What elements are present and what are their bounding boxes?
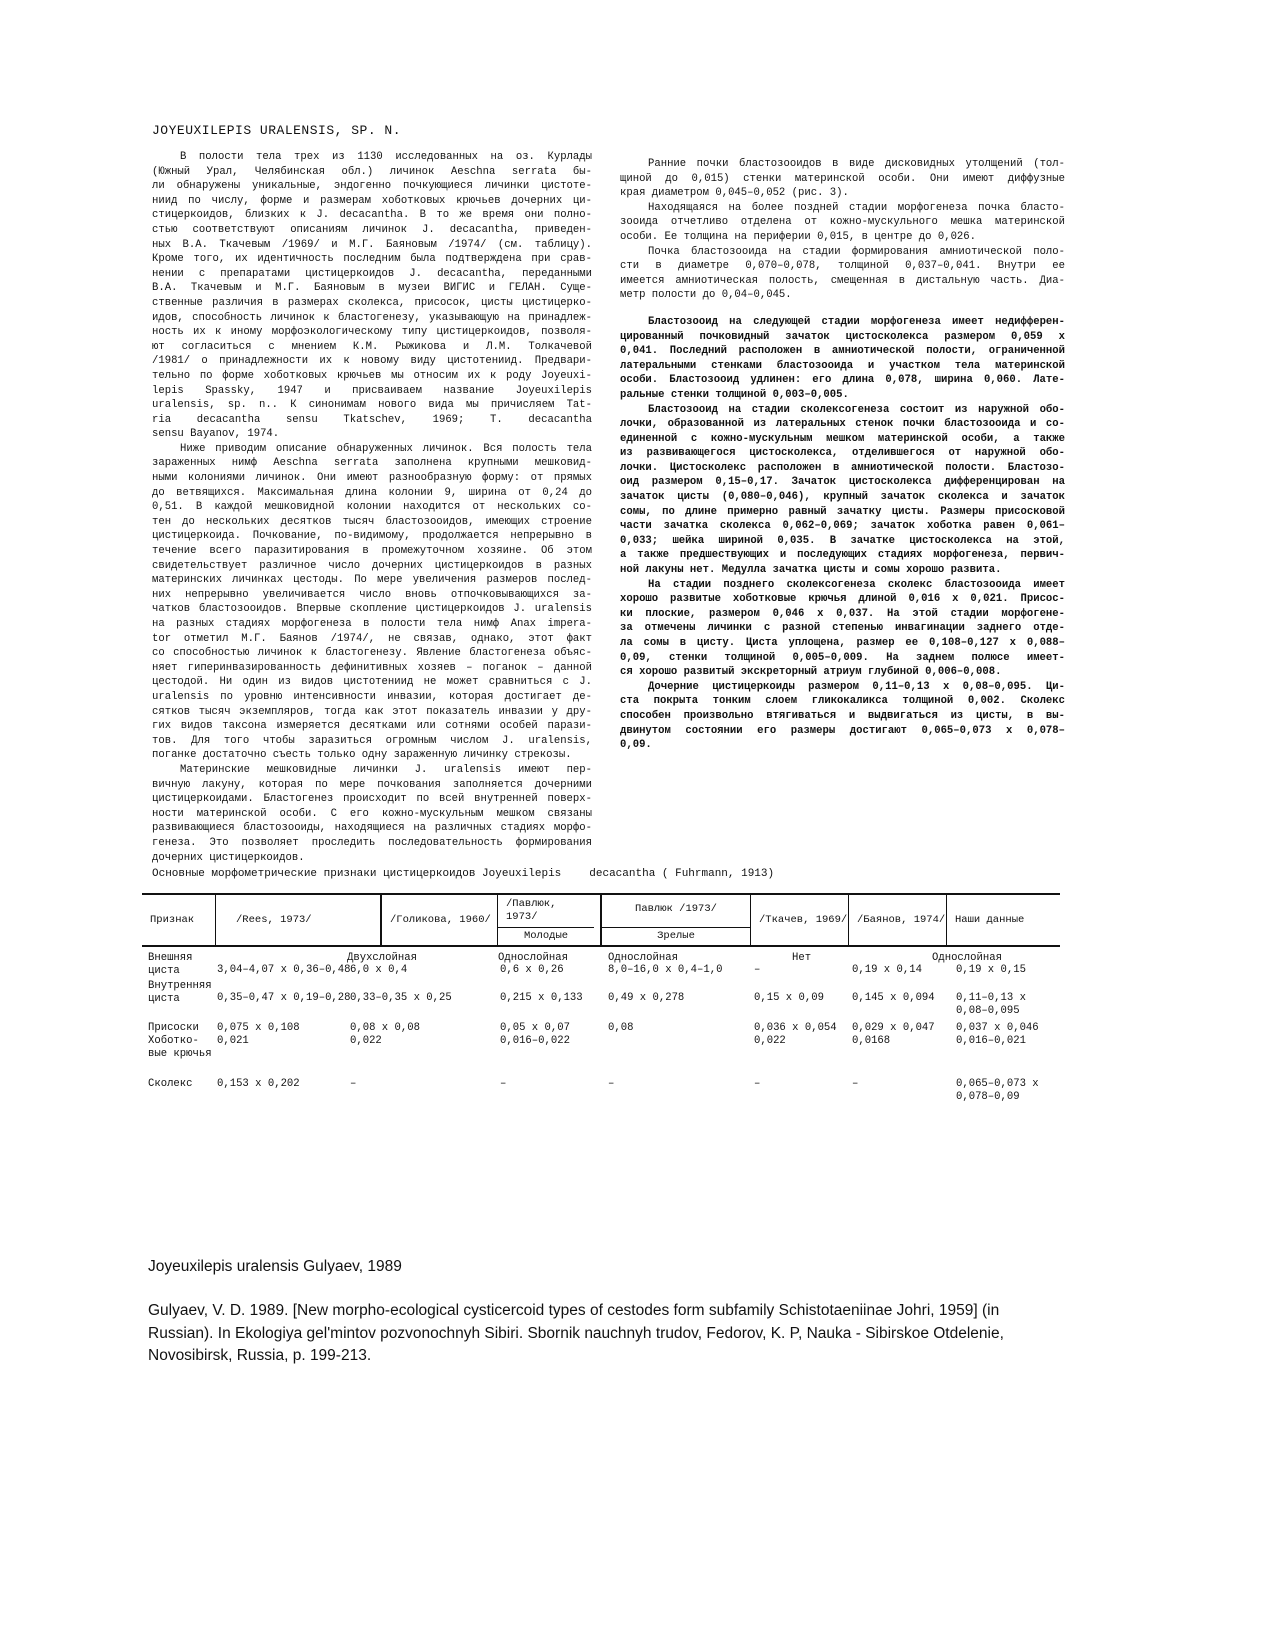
table-caption [152, 868, 774, 880]
text-line: метр полости до 0,04–0,045. [620, 289, 792, 302]
text-line: В полости тела трех из 1130 исследованных на оз. Курлады [180, 151, 592, 163]
text-line: течение всего паразитирования в промежуточном хозяине. Об этом [152, 545, 592, 558]
species-citation: Joyeuxilepis uralensis Gulyaev, 1989 [148, 1258, 402, 1275]
table-cell: 0,6 x 0,26 [500, 964, 564, 976]
text-line: них непрерывно увеличивается число вновь отпочковывающихся за- [152, 588, 592, 601]
text-line: ria decacantha sensu Tkatschev, 1969; T. decacantha [152, 413, 592, 426]
table-caption-part1: Основные морфометрические признаки цистицеркоидов Joyeuxilepis [152, 868, 562, 880]
text-line: единенной с кожно-мускульным мешком материнской особи, а также [620, 432, 1065, 445]
table-cell: 0,0168 [852, 1035, 891, 1047]
text-line: 0,09, стенки толщиной 0,005–0,009. На заднем полюсе имеет- [620, 651, 1065, 664]
table-cell: 0,08 x 0,08 [350, 1022, 420, 1034]
table-cell: – [350, 1078, 357, 1090]
text-line: имеется амниотическая полость, смещенная в дистальную часть. Диа- [620, 274, 1065, 287]
bibliographic-reference: Gulyaev, V. D. 1989. [New morpho-ecological cysticercoid types of cestodes form subfamily Schistotaeniinae Johri, 1959] (in Russian). In Ekologiya gel'mintov pozvonochnyh Sibiri. Sbornik nauchnyh trudov, Fedorov, K. P, Nauka - Sibirskoe Otdelenie, Novosibirsk, Russia, p. 199-213. [148, 1302, 1004, 1364]
text-line: ниид по числу, форме и размерам хоботковых крючьев дочерних ци- [152, 194, 592, 207]
text-line: оид размером 0,15–0,17. Зачаток цистосколекса дифференцирован на [620, 476, 1065, 489]
text-line: 0,041. Последний расположен в амниотической полости, ограниченной [620, 345, 1065, 358]
text-line: тен до нескольких десятков тысяч бластозооидов, имеющих строение [152, 515, 592, 528]
table-cell: – [754, 964, 761, 976]
text-line: зооида отчетливо отделена от кожно-мускульного мешка материнской [620, 216, 1065, 229]
header-rees: /Rees, 1973/ [215, 895, 380, 945]
table-cell: 0,029 x 0,047 [852, 1022, 935, 1034]
table-cell: 3,04–4,07 x 0,36–0,48 [217, 964, 351, 976]
row-label: Сколекс [148, 1078, 193, 1090]
text-line: 0,09. [620, 739, 652, 752]
text-line: на разных стадиях морфогенеза в полости тела нимф Anax impera- [152, 618, 592, 630]
paragraph [620, 578, 1065, 680]
table-cell: 0,15 x 0,09 [754, 992, 824, 1004]
text-line: ся хорошо развитый экскреторный атриум глубиной 0,006–0,008. [620, 666, 1002, 679]
subheader-young: Молодые [497, 927, 594, 945]
text-line: до ветвящихся. Максимальная длина колонии 9, ширина от 0,24 до [152, 486, 592, 499]
table-cell: 0,05 x 0,07 [500, 1022, 570, 1034]
text-line: цистицеркоидами. Бластогенез происходит по всей внутренней поверх- [152, 793, 592, 806]
paragraph [620, 201, 1065, 245]
text-line: способен произвольно втягиваться и выдвигаться из цисты, в вы- [620, 709, 1065, 722]
text-line: Ранние почки бластозооидов в виде дисковидных утолщений (тол- [648, 158, 1065, 170]
table-cell: 0,145 x 0,094 [852, 992, 935, 1004]
text-line: няет гиперинвазированность дефинитивных хозяев – поганок – данной [152, 661, 592, 674]
table-header [142, 893, 1060, 947]
table-cell: 8,0–16,0 x 0,4–1,0 [608, 964, 723, 976]
text-line: tor отметил М.Г. Баянов /1974/, не связав, однако, этот факт [152, 632, 592, 645]
text-line: а также предшествующих и последующих стадиях морфогенеза, первич- [620, 549, 1065, 562]
paragraph [620, 680, 1065, 753]
subheader-mature: Зрелые [600, 927, 750, 945]
text-line: ральные стенки толщиной 0,003–0,005. [620, 388, 849, 401]
text-line: 0,51. В каждой мешковидной колонии находится от нескольких со- [152, 501, 592, 514]
text-line: края диаметром 0,045–0,052 (рис. 3). [620, 187, 849, 200]
right-text-column [620, 157, 1065, 753]
text-line: ными колониями личинок. Они имеют разнообразную форму: от прямых [152, 472, 592, 485]
row-label: Присоски [148, 1022, 199, 1034]
text-line: ста покрыта тонким слоем гликокаликса толщиной 0,002. Сколекс [620, 695, 1065, 708]
text-line: чатков бластозооидов. Впервые скопление цистицеркоидов J. uralensis [152, 603, 592, 616]
text-line: uralensis по уровню интенсивности инвазии, которая достигает де- [152, 690, 592, 703]
text-line: ность их к иному морфоэкологическому типу цистицеркоидов, позволя- [152, 326, 592, 339]
text-line: поганке достаточно съесть только одну зараженную личинку стрекозы. [152, 749, 572, 762]
text-line: 0,033; шейка шириной 0,035. В зачатке цистосколекса на этой, [620, 534, 1065, 547]
text-line: цестодой. Ни один из видов цистотениид не может сравниться с J. [152, 676, 592, 689]
header-pavlyuk-young: /Павлюк, 1973/ [497, 895, 594, 927]
text-line: из развивающегося цистосколекса, отделившегося от наружной обо- [620, 447, 1065, 460]
text-line: ственные различия в размерах сколекса, присосок, цисты цистицерко- [152, 296, 592, 309]
table-cell: 0,33–0,35 x 0,25 [350, 992, 452, 1004]
text-line: гих видов таксона измеряется десятками или сотнями особей парази- [152, 720, 592, 733]
table-cell: 0,022 [754, 1035, 786, 1047]
table-cell: – [608, 1078, 615, 1090]
text-line: sensu Bayanov, 1974. [152, 428, 280, 441]
header-bayanov: /Баянов, 1974/ [848, 895, 946, 945]
text-line: зараженных нимф Aeschna serrata заполнена крупными мешковид- [152, 457, 592, 470]
table-cell: 0,153 x 0,202 [217, 1078, 300, 1090]
layer-label-single-mature: Однослойная [608, 952, 678, 964]
text-line: со способностью личинок к бластогенезу. Явление бластогенеза объяс- [152, 647, 592, 660]
table-cell: 6,0 x 0,4 [350, 964, 408, 976]
table-cell: 0,19 x 0,15 [956, 964, 1026, 976]
text-line: стью соответствуют описаниям личинок J. decacantha, приведен- [152, 223, 592, 236]
text-line: ной лакуны нет. Медулла зачатка цисты и сомы хорошо развита. [620, 564, 1002, 577]
table-cell: 0,022 [350, 1035, 382, 1047]
table-caption-part2: decacantha ( Fuhrmann, 1913) [589, 868, 775, 880]
layer-label-none: Нет [792, 952, 812, 964]
header-pavlyuk-mature: Павлюк /1973/ [600, 895, 750, 927]
paragraph [620, 245, 1065, 303]
text-line: /1981/ о принадлежности их к новому виду цистотениид. Предвари- [152, 355, 592, 368]
text-line: ла сомы в цисту. Циста уплощена, размер ее 0,108–0,127 x 0,088– [620, 637, 1065, 649]
table-cell: 0,016–0,021 [956, 1035, 1026, 1047]
table-cell: 0,19 x 0,14 [852, 964, 922, 976]
text-line: идов, способность личинок к бластогенезу, указывающую на принадлеж- [152, 311, 592, 324]
text-line: В.А. Ткачевым и М.Г. Баяновым в музеи ВИГИС и ГЕЛАН. Суще- [152, 282, 592, 295]
table-cell: 0,11–0,13 x 0,08–0,095 [956, 992, 1026, 1017]
table-cell: 0,075 x 0,108 [217, 1022, 300, 1034]
text-line: ли обнаружены уникальные, эндогенно почкующиеся личинки цистоте- [152, 180, 592, 193]
text-line: развивающиеся бластозооиды, находящиеся на различных стадиях морфо- [152, 822, 592, 835]
text-line: тельно по форме хоботковых крючьев мы относим их к роду Joyeuxi- [152, 369, 592, 382]
table-cell: 0,037 x 0,046 [956, 1022, 1039, 1034]
text-line: особи. Ее толщина на периферии 0,015, в центре до 0,026. [620, 230, 977, 243]
table-cell: 0,215 x 0,133 [500, 992, 583, 1004]
text-line: дочерних цистицеркоидов. [152, 851, 305, 864]
text-line: (Южный Урал, Челябинская обл.) личинок Aeschna serrata бы- [152, 165, 592, 178]
text-line: Дочерние цистицеркоиды размером 0,11–0,13 x 0,08–0,095. Ци- [648, 680, 1065, 693]
row-label: Внешняя циста [148, 952, 193, 977]
left-text-column [152, 150, 592, 865]
paragraph [620, 403, 1065, 578]
table-cell: 0,036 x 0,054 [754, 1022, 837, 1034]
table-cell: 0,065–0,073 x 0,078–0,09 [956, 1078, 1039, 1103]
paragraph [620, 157, 1065, 201]
text-line: свидетельствует различное число дочерних цистицеркоидов в разных [152, 559, 592, 572]
text-line: вичную лакуну, которая по мере почкования заполняется дочерними [152, 778, 592, 791]
table-cell: 0,016–0,022 [500, 1035, 570, 1047]
article-title: JOYEUXILEPIS URALENSIS, SP. N. [152, 123, 402, 138]
paragraph [152, 150, 592, 442]
text-line: части зачатка сколекса 0,062–0,069; зачаток хоботка равен 0,061– [620, 520, 1065, 533]
text-line: генеза. Это позволяет проследить последовательность формирования [152, 836, 592, 849]
text-line: материнских личинках цестоды. По мере увеличения размеров послед- [152, 574, 592, 587]
text-line: двинутом состоянии его размеры достигают 0,065–0,073 x 0,078– [620, 724, 1065, 737]
layer-label-two-layer: Двухслойная [347, 952, 417, 964]
layer-label-single-ours: Однослойная [932, 952, 1002, 964]
text-line: ки плоские, размером 0,046 x 0,037. На этой стадии морфогене- [620, 607, 1065, 620]
text-line: стицеркоидов, близких к J. decacantha. В то же время они полно- [152, 209, 592, 222]
text-line: латеральными стенками бластозооида и участком тела материнской [620, 359, 1065, 372]
text-line: Почка бластозооида на стадии формирования амниотической поло- [648, 245, 1065, 258]
header-trait: Признак [150, 913, 195, 926]
text-line: uralensis, sp. n.. К синонимам нового вида мы причисляем Tat- [152, 399, 592, 412]
header-golikova: /Голикова, 1960/ [380, 895, 497, 945]
text-line: сятков тысяч экземпляров, тогда как этот показатель инвазии у дру- [152, 705, 592, 718]
text-line: сти в диаметре 0,070–0,078, толщиной 0,037–0,041. Внутри ее [620, 260, 1065, 273]
text-line: зачаток цисты (0,080–0,046), крупный зачаток сколекса и зачаток [620, 491, 1065, 504]
table-cell: – [852, 1078, 859, 1090]
paragraph [152, 763, 592, 865]
table-cell: 0,49 x 0,278 [608, 992, 685, 1004]
text-line: На стадии позднего сколексогенеза сколекс бластозооида имеет [648, 578, 1065, 591]
table-cell: 0,35–0,47 x 0,19–0,28 [217, 992, 351, 1004]
text-line: Материнские мешковидные личинки J. uralensis имеют пер- [180, 763, 592, 776]
text-line: нении с препаратами цистицеркоидов J. decacantha, переданными [152, 267, 592, 280]
text-line: сомы, по длине примерно равный зачатку цисты. Размеры присосковой [620, 505, 1065, 518]
header-our-data: Наши данные [946, 895, 1060, 945]
text-line: хорошо развитые хоботковые крючья длиной 0,016 x 0,021. Присос- [620, 593, 1065, 606]
text-line: лочки, образованной из латеральных стенок почки бластозооида и со- [620, 418, 1065, 431]
text-line: тов. Для того чтобы заразиться огромным числом J. uralensis, [152, 734, 592, 747]
table-cell: 0,08 [608, 1022, 634, 1034]
text-line: ют согласиться с мнением К.М. Рыжикова и Л.М. Толкачевой [152, 340, 592, 353]
text-line: Кроме того, их идентичность последним была подтверждена при срав- [152, 253, 592, 266]
text-line: ности материнской особи. С его кожно-мускульным мешком связаны [152, 807, 592, 820]
table-cell: – [500, 1078, 507, 1090]
paragraph [152, 442, 592, 763]
text-line: щиной до 0,015) стенки материнской особи. Они имеют диффузные [620, 172, 1065, 185]
text-line: цированный почковидный зачаток цистосколекса размером 0,059 x [620, 330, 1065, 343]
row-label: Внутренняя циста [148, 980, 212, 1005]
table-cell: 0,021 [217, 1035, 249, 1047]
text-line: lepis Spassky, 1947 и присваиваем название Joyeuxilepis [152, 384, 592, 397]
text-line: за отмечены личинки с разной степенью инвагинации заднего отде- [620, 622, 1065, 635]
text-line: лочки. Цистосколекс расположен в амниотической полости. Бластозо- [620, 461, 1065, 474]
table-cell: – [754, 1078, 761, 1090]
paragraph [620, 315, 1065, 403]
text-line: Ниже приводим описание обнаруженных личинок. Вся полость тела [180, 442, 592, 455]
header-tkachev: /Ткачев, 1969/ [750, 895, 848, 945]
text-line: Бластозооид на стадии сколексогенеза состоит из наружной обо- [648, 403, 1065, 416]
text-line: особи. Бластозооид удлинен: его длина 0,078, ширина 0,060. Лате- [620, 374, 1065, 387]
text-line: цистицеркоида. Почкование, по-видимому, продолжается непрерывно в [152, 530, 592, 543]
row-label: Хоботко- вые крючья [148, 1035, 212, 1060]
text-line: ных В.А. Ткачевым /1969/ и М.Г. Баяновым /1974/ (см. таблицу). [152, 238, 592, 251]
layer-label-single-young: Однослойная [498, 952, 568, 964]
text-line: Находящаяся на более поздней стадии морфогенеза почка бласто- [648, 201, 1065, 214]
text-line: Бластозооид на следующей стадии морфогенеза имеет недифферен- [648, 315, 1065, 328]
